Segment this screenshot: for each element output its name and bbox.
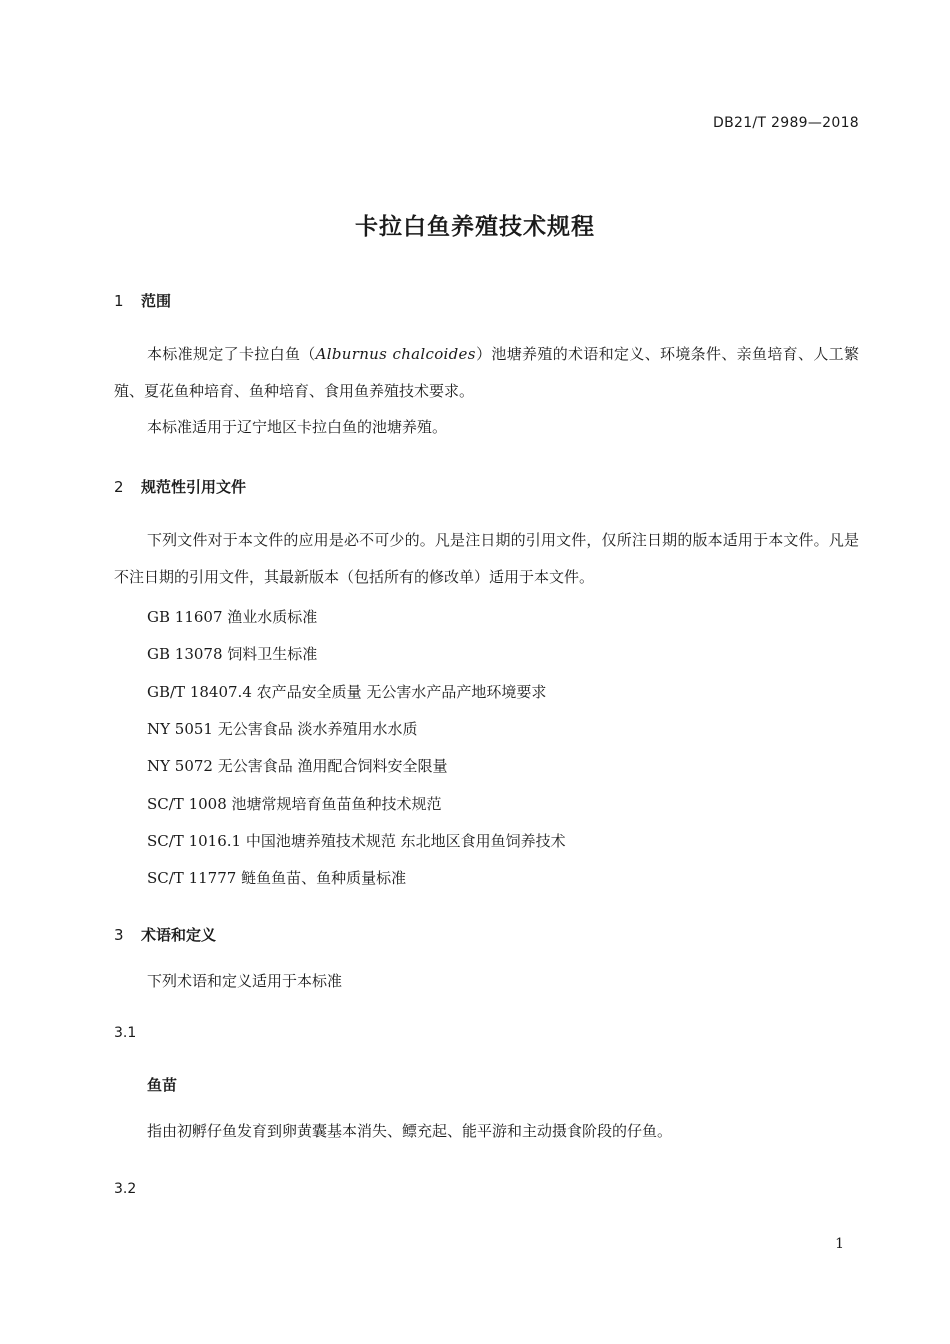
section-title: 术语和定义 [141, 926, 217, 944]
scope-paragraph [114, 336, 859, 410]
reference-item: SC/T 1016.1 中国池塘养殖技术规范 东北地区食用鱼饲养技术 [147, 832, 566, 850]
scope-text-part1: 本标准规定了卡拉白鱼（ [147, 345, 316, 363]
section-title: 范围 [141, 292, 172, 310]
section-heading-terms [114, 924, 216, 945]
section-number: 2 [114, 478, 124, 496]
section-heading-scope [114, 290, 171, 311]
latin-species-name: Alburnus chalcoides [315, 345, 476, 363]
document-code: DB21/T 2989—2018 [713, 115, 859, 131]
term-definition: 指由初孵仔鱼发育到卵黄囊基本消失、鳔充起、能平游和主动摄食阶段的仔鱼。 [147, 1122, 673, 1140]
section-title: 规范性引用文件 [141, 478, 247, 496]
clause-number: 3.1 [114, 1025, 137, 1041]
reference-item: NY 5051 无公害食品 淡水养殖用水水质 [147, 720, 418, 738]
scope-applicability: 本标准适用于辽宁地区卡拉白鱼的池塘养殖。 [147, 418, 448, 436]
section-heading-normative-references [114, 476, 246, 497]
scope-text-part2: ）池塘养殖的术语和定义、环境条件、亲鱼培育、人工繁殖、夏花鱼种培育、鱼种培育、食用鱼养殖技术要求。 [114, 345, 859, 400]
clause-number: 3.2 [114, 1181, 137, 1197]
reference-item: GB/T 18407.4 农产品安全质量 无公害水产品产地环境要求 [147, 683, 547, 701]
reference-item: SC/T 1008 池塘常规培育鱼苗鱼种技术规范 [147, 795, 442, 813]
reference-item: GB 13078 饲料卫生标准 [147, 645, 318, 663]
reference-item: NY 5072 无公害食品 渔用配合饲料安全限量 [147, 757, 448, 775]
section-number: 3 [114, 926, 124, 944]
document-title: 卡拉白鱼养殖技术规程 [355, 214, 595, 240]
terms-intro: 下列术语和定义适用于本标准 [147, 972, 343, 990]
references-intro: 下列文件对于本文件的应用是必不可少的。凡是注日期的引用文件，仅所注日期的版本适用于本文件。凡是不注日期的引用文件，其最新版本（包括所有的修改单）适用于本文件。 [114, 531, 859, 586]
reference-item: SC/T 11777 鲢鱼鱼苗、鱼种质量标准 [147, 869, 407, 887]
reference-item: GB 11607 渔业水质标准 [147, 608, 318, 626]
section-number: 1 [114, 292, 124, 310]
term-name: 鱼苗 [147, 1076, 178, 1094]
page-number: 1 [835, 1236, 844, 1252]
